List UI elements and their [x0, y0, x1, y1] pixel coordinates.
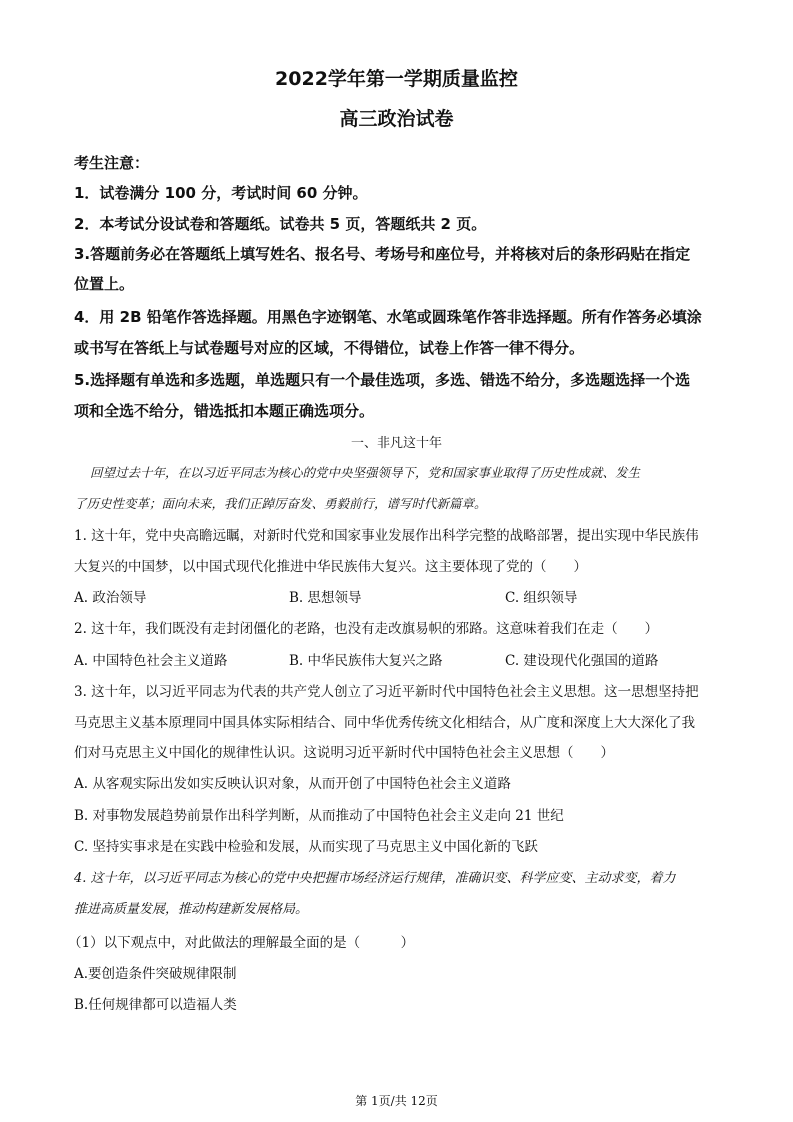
notice-item-3: 3.答题前务必在答题纸上填写姓名、报名号、考场号和座位号，并将核对后的条形码贴在指定: [74, 245, 691, 263]
q3-stem-line1: 3. 这十年，以习近平同志为代表的共产党人创立了习近平新时代中国特色社会主义思想。这一思想坚持把: [74, 684, 699, 700]
q4-sub1-stem: （1）以下观点中，对此做法的理解最全面的是（ ）: [68, 935, 415, 951]
q3-stem-line2: 马克思主义基本原理同中国具体实际相结合、同中华优秀传统文化相结合，从广度和深度上大大深化了我: [74, 715, 695, 731]
q2-option-b: B. 中华民族伟大复兴之路: [289, 653, 443, 669]
q4-option-a: A.要创造条件突破规律限制: [74, 966, 237, 982]
notice-heading: 考生注意：: [74, 154, 150, 172]
notice-item-4: 4．用 2B 铅笔作答选择题。用黑色字迹钢笔、水笔或圆珠笔作答非选择题。所有作答务必填涂: [74, 308, 702, 326]
q1-stem-line2: 大复兴的中国梦，以中国式现代化推进中华民族伟大复兴。这主要体现了党的（ ）: [74, 559, 587, 575]
q2-option-c: C. 建设现代化强国的道路: [505, 653, 659, 669]
q1-option-c: C. 组织领导: [505, 590, 578, 606]
q2-stem: 2. 这十年，我们既没有走封闭僵化的老路，也没有走改旗易帜的邪路。这意味着我们在走（ ）: [74, 621, 659, 637]
q3-option-b: B. 对事物发展趋势前景作出科学判断，从而推动了中国特色社会主义走向 21 世纪: [74, 808, 564, 824]
q4-option-b: B.任何规律都可以造福人类: [74, 997, 237, 1013]
exam-title-line2: 高三政治试卷: [339, 108, 454, 130]
q1-option-a: A. 政治领导: [74, 590, 147, 606]
exam-title-line1: 2022学年第一学期质量监控: [275, 68, 518, 90]
q3-option-a: A. 从客观实际出发如实反映认识对象，从而开创了中国特色社会主义道路: [74, 776, 511, 792]
section-intro-line1: 回望过去十年，在以习近平同志为核心的党中央坚强领导下，党和国家事业取得了历史性成就、发生: [90, 465, 641, 480]
page-footer: 第 1页/共 12页: [355, 1094, 438, 1108]
q3-stem-line3: 们对马克思主义中国化的规律性认识。这说明习近平新时代中国特色社会主义思想（ ）: [74, 745, 614, 761]
q3-option-c: C. 坚持实事求是在实践中检验和发展，从而实现了马克思主义中国化新的飞跃: [74, 839, 538, 855]
q4-stem-line2: 推进高质量发展，推动构建新发展格局。: [74, 902, 309, 917]
q1-stem-line1: 1. 这十年，党中央高瞻远瞩，对新时代党和国家事业发展作出科学完整的战略部署，提出实现中华民族伟: [74, 528, 699, 544]
q1-option-b: B. 思想领导: [289, 590, 362, 606]
q2-option-a: A. 中国特色社会主义道路: [74, 653, 228, 669]
notice-item-5: 5.选择题有单选和多选题，单选题只有一个最佳选项，多选、错选不给分，多选题选择一个选: [74, 371, 691, 389]
notice-item-1: 1．试卷满分 100 分，考试时间 60 分钟。: [74, 184, 368, 202]
notice-item-2: 2．本考试分设试卷和答题纸。试卷共 5 页，答题纸共 2 页。: [74, 215, 487, 233]
section-title: 一、非凡这十年: [350, 436, 442, 451]
q4-stem-line1: 4. 这十年，以习近平同志为核心的党中央把握市场经济运行规律，准确识变、科学应变、主动求变，着力: [74, 871, 676, 886]
notice-item-4-cont: 或书写在答纸上与试卷题号对应的区域，不得错位，试卷上作答一律不得分。: [74, 339, 585, 357]
section-intro-line2: 了历史性变革；面向未来，我们正踔厉奋发、勇毅前行，谱写时代新篇章。: [74, 496, 487, 511]
notice-item-3-cont: 位置上。: [74, 275, 135, 293]
notice-item-5-cont: 项和全选不给分，错选抵扣本题正确选项分。: [74, 402, 375, 420]
